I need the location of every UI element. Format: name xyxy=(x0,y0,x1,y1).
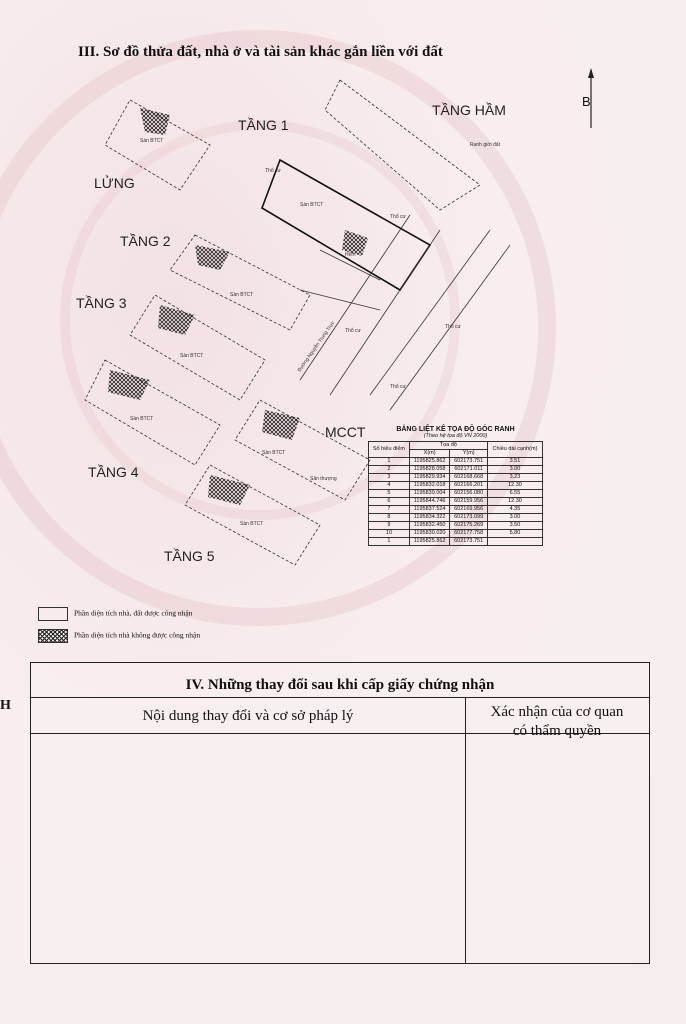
coordinate-cell-len: 12.30 xyxy=(487,498,542,506)
map-label: Đường Nguyễn Trung Trực xyxy=(296,320,337,374)
coordinate-cell-len: 3.51 xyxy=(487,458,542,466)
coordinate-cell-len: 6.55 xyxy=(487,490,542,498)
floor-label-mcct: MCCT xyxy=(325,424,366,440)
legend-item-unrecognised xyxy=(38,629,200,643)
map-label: Sàn BTCT xyxy=(140,138,164,144)
map-label: Ranh giới đất xyxy=(470,142,500,148)
coordinate-cell-x: 1195832.018 xyxy=(409,482,449,490)
coordinate-row xyxy=(369,498,543,506)
coordinate-row xyxy=(369,458,543,466)
coordinate-row xyxy=(369,474,543,482)
confirmation-header-line2: có thẩm quyền xyxy=(512,723,602,739)
coordinate-row xyxy=(369,514,543,522)
changes-column xyxy=(31,697,466,963)
map-label: Thổ cư xyxy=(265,168,281,174)
coordinate-row xyxy=(369,490,543,498)
coordinate-cell-y: 602177.758 xyxy=(450,530,488,538)
coordinate-cell-y: 602169.956 xyxy=(450,506,488,514)
map-label: Sàn BTCT xyxy=(240,521,264,527)
margin-mark: H xyxy=(0,698,11,713)
floor-label-tang3: TẦNG 3 xyxy=(76,295,127,311)
legend-hatch-swatch xyxy=(38,629,68,643)
coordinate-cell-y: 602156.080 xyxy=(450,490,488,498)
confirmation-column-header xyxy=(465,697,649,739)
coordinate-row xyxy=(369,466,543,474)
col-y: Y(m) xyxy=(450,450,488,458)
legend-plain-swatch xyxy=(38,607,68,621)
coordinate-cell-x: 1195839.004 xyxy=(409,490,449,498)
col-toado: Tọa độ xyxy=(409,442,487,450)
map-label: Thổ cư xyxy=(390,384,406,390)
coordinate-cell-len: 3.50 xyxy=(487,522,542,530)
coordinate-cell-x: 1195825.862 xyxy=(409,458,449,466)
coordinate-cell-stt: 8 xyxy=(369,514,410,522)
coordinate-cell-y: 602166.201 xyxy=(450,482,488,490)
coordinate-table xyxy=(368,426,543,546)
confirmation-column xyxy=(465,697,649,963)
coordinate-row xyxy=(369,530,543,538)
section4-title: IV. Những thay đổi sau khi cấp giấy chứng nhận xyxy=(31,663,649,698)
map-label: Sàn BTCT xyxy=(130,416,154,422)
map-label: Sân thượng xyxy=(310,476,337,482)
coordinate-cell-x: 1195829.934 xyxy=(409,474,449,482)
coordinate-cell-len xyxy=(487,538,542,546)
coordinate-cell-stt: 1 xyxy=(369,538,410,546)
coordinate-cell-y: 602173.751 xyxy=(450,538,488,546)
coordinate-cell-stt: 3 xyxy=(369,474,410,482)
map-label: Thổ cư xyxy=(445,324,461,330)
coordinate-table-title: BẢNG LIỆT KÊ TỌA ĐỘ GÓC RANH xyxy=(396,426,515,433)
changes-column-header: Nội dung thay đổi và cơ sở pháp lý xyxy=(31,697,465,734)
coordinate-cell-y: 602175.269 xyxy=(450,522,488,530)
floor-label-tang4: TẦNG 4 xyxy=(88,464,139,480)
map-label: Sàn BTCT xyxy=(230,292,254,298)
col-x: X(m) xyxy=(409,450,449,458)
map-label: Hẻm xyxy=(345,252,356,258)
coordinate-row xyxy=(369,506,543,514)
legend-text: Phần diện tích nhà, đất được công nhận xyxy=(74,608,193,618)
coordinate-cell-stt: 6 xyxy=(369,498,410,506)
coordinate-cell-x: 1195837.524 xyxy=(409,506,449,514)
map-label: Thổ cư xyxy=(390,214,406,220)
floor-label-lung: LỬNG xyxy=(94,175,135,191)
col-len: Chiều dài cạnh(m) xyxy=(487,442,542,458)
coordinate-cell-stt: 5 xyxy=(369,490,410,498)
floor-label-tang5: TẦNG 5 xyxy=(164,548,215,564)
col-stt: Số hiệu điểm xyxy=(369,442,410,458)
coordinate-cell-len: 3.00 xyxy=(487,514,542,522)
coordinate-cell-stt: 2 xyxy=(369,466,410,474)
map-label: Sàn BTCT xyxy=(262,450,286,456)
coordinate-cell-len: 5.80 xyxy=(487,530,542,538)
map-label: Sàn BTCT xyxy=(180,353,204,359)
section4-table xyxy=(30,662,650,964)
floor-label-tang-ham: TẦNG HẦM xyxy=(432,102,506,118)
legend-text: Phần diện tích nhà không được công nhận xyxy=(74,630,201,640)
coordinate-cell-y: 602173.099 xyxy=(450,514,488,522)
coordinate-cell-x: 1195844.746 xyxy=(409,498,449,506)
coordinate-cell-x: 1195828.058 xyxy=(409,466,449,474)
coordinate-cell-len: 3.23 xyxy=(487,474,542,482)
section3-title: III. Sơ đồ thửa đất, nhà ở và tài sản khác gắn liền với đất xyxy=(78,44,443,60)
coordinate-cell-stt: 4 xyxy=(369,482,410,490)
map-label: Sàn BTCT xyxy=(300,202,324,208)
coordinate-cell-y: 602171.011 xyxy=(450,466,488,474)
north-letter: B xyxy=(582,94,591,109)
coordinate-cell-x: 1195825.862 xyxy=(409,538,449,546)
map-label: Thổ cư xyxy=(345,328,361,334)
coordinate-cell-x: 1195830.020 xyxy=(409,530,449,538)
coordinate-cell-x: 1195832.450 xyxy=(409,522,449,530)
coordinate-cell-len: 12.30 xyxy=(487,482,542,490)
coordinate-row xyxy=(369,522,543,530)
coordinate-cell-y: 602168.668 xyxy=(450,474,488,482)
floor-label-tang1: TẦNG 1 xyxy=(238,117,289,133)
coordinate-cell-y: 602159.956 xyxy=(450,498,488,506)
coordinate-cell-len: 4.35 xyxy=(487,506,542,514)
coordinate-cell-stt: 1 xyxy=(369,458,410,466)
coordinate-cell-len: 3.00 xyxy=(487,466,542,474)
coordinate-cell-stt: 10 xyxy=(369,530,410,538)
coordinate-cell-x: 1195834.322 xyxy=(409,514,449,522)
confirmation-header-line1: Xác nhận của cơ quan xyxy=(490,704,624,720)
legend-item-recognised xyxy=(38,607,192,621)
coordinate-cell-stt: 7 xyxy=(369,506,410,514)
coordinate-cell-y: 602173.751 xyxy=(450,458,488,466)
coordinate-table-subtitle: (Theo hệ tọa độ VN 2000) xyxy=(423,433,488,439)
floor-label-tang2: TẦNG 2 xyxy=(120,233,171,249)
coordinate-row xyxy=(369,538,543,546)
coordinate-cell-stt: 9 xyxy=(369,522,410,530)
coordinate-row xyxy=(369,482,543,490)
